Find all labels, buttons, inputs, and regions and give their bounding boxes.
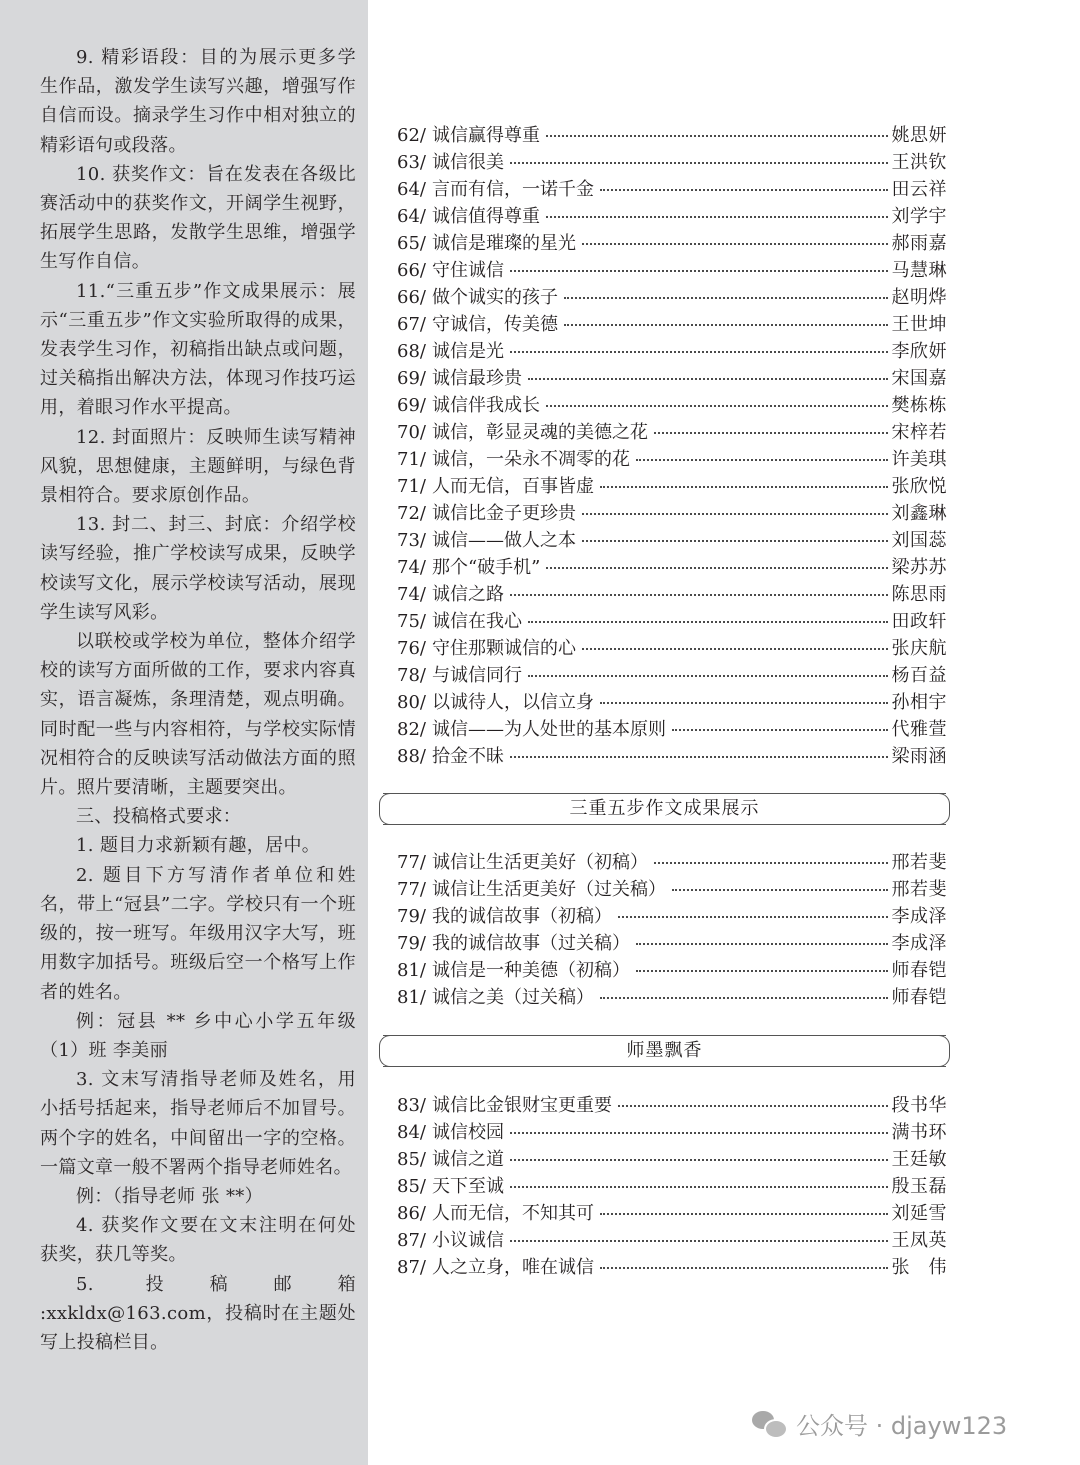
toc-title: 人之立身，唯在诚信 <box>431 1257 594 1278</box>
toc-dot-leader <box>546 405 888 407</box>
section-heading-text: 三重五步作文成果展示 <box>569 798 760 819</box>
toc-entry <box>397 203 947 230</box>
toc-author: 李成泽 <box>891 933 947 954</box>
toc-title: 诚信——为人处世的基本原则 <box>431 719 666 740</box>
toc-sanchong-list <box>397 849 947 1011</box>
toc-author: 姚思妍 <box>891 125 947 146</box>
toc-title: 诚信比金子更珍贵 <box>431 503 576 524</box>
toc-title: 诚信是一种美德（初稿） <box>431 960 630 981</box>
banner-cap-right <box>939 1035 950 1067</box>
toc-title: 诚信校园 <box>431 1122 504 1143</box>
guideline-paragraph: 9. 精彩语段：目的为展示更多学生作品，激发学生读写兴趣，增强写作自信而设。摘录学生习作中相对独立的精彩语句或段落。 <box>40 47 356 156</box>
toc-author: 樊栋栋 <box>891 395 947 416</box>
toc-title: 守诚信，传美德 <box>431 314 558 335</box>
toc-page-number: 84/ <box>397 1122 426 1143</box>
toc-title: 守住诚信 <box>431 260 504 281</box>
toc-page-number: 75/ <box>397 611 426 632</box>
toc-author: 王廷敏 <box>891 1149 947 1170</box>
toc-dot-leader <box>672 729 888 731</box>
toc-entry <box>397 338 947 365</box>
toc-dot-leader <box>510 351 888 353</box>
toc-page-number: 68/ <box>397 341 426 362</box>
guideline-paragraph: 13. 封二、封三、封底：介绍学校读写经验，推广学校读写成果，反映学校读写文化，展示学校读写活动，展现学生读写风彩。 <box>40 514 356 623</box>
toc-page-number: 81/ <box>397 987 426 1008</box>
toc-author: 李成泽 <box>891 906 947 927</box>
guideline-paragraph: 例：冠县 ** 乡中心小学五年级（1）班 李美丽 <box>40 1010 356 1061</box>
toc-dot-leader <box>582 648 888 650</box>
guideline-paragraph: 2. 题目下方写清作者单位和姓名，带上“冠县”二字。学校只有一个班级的，按一班写。年级用汉字大写，班用数字加括号。班级后空一个格写上作者的姓名。 <box>40 864 356 1003</box>
toc-title: 诚信在我心 <box>431 611 522 632</box>
toc-dot-leader <box>564 297 888 299</box>
toc-title: 诚信，彰显灵魂的美德之花 <box>431 422 648 443</box>
toc-author: 段书华 <box>891 1095 947 1116</box>
toc-title: 诚信是璀璨的星光 <box>431 233 576 254</box>
toc-title: 做个诚实的孩子 <box>431 287 558 308</box>
toc-entry <box>397 446 947 473</box>
toc-author: 邢若斐 <box>891 852 947 873</box>
toc-page-number: 74/ <box>397 557 426 578</box>
toc-title: 与诚信同行 <box>431 665 522 686</box>
toc-entry <box>397 554 947 581</box>
toc-title: 诚信最珍贵 <box>431 368 522 389</box>
toc-entry <box>397 1200 947 1227</box>
toc-title: 诚信是光 <box>431 341 504 362</box>
guideline-paragraph: 4. 获奖作文要在文末注明在何处获奖，获几等奖。 <box>40 1215 356 1266</box>
toc-entry <box>397 957 947 984</box>
toc-entry <box>397 903 947 930</box>
toc-page-number: 67/ <box>397 314 426 335</box>
toc-author: 马慧琳 <box>891 260 947 281</box>
toc-page-number: 71/ <box>397 476 426 497</box>
toc-entry <box>397 743 947 770</box>
toc-entry <box>397 176 947 203</box>
toc-author: 陈思雨 <box>891 584 947 605</box>
toc-page-number: 77/ <box>397 852 426 873</box>
toc-entry <box>397 122 947 149</box>
toc-title: 我的诚信故事（初稿） <box>431 906 612 927</box>
toc-page-number: 88/ <box>397 746 426 767</box>
guideline-paragraph: 以联校或学校为单位，整体介绍学校的读写方面所做的工作，要求内容真实，语言凝炼，条理清楚，观点明确。同时配一些与内容相符，与学校实际情况相符合的反映读写活动做法方面的照片。照片要清晰，主题要突出。 <box>40 631 356 799</box>
toc-page-number: 66/ <box>397 287 426 308</box>
guideline-paragraph: 三、投稿格式要求： <box>76 806 242 828</box>
toc-title: 人而无信，百事皆虚 <box>431 476 594 497</box>
toc-entry <box>397 1173 947 1200</box>
toc-dot-leader <box>528 378 888 380</box>
toc-entry <box>397 500 947 527</box>
toc-author: 代雅萱 <box>891 719 947 740</box>
toc-entry <box>397 581 947 608</box>
toc-dot-leader <box>582 243 888 245</box>
toc-entry <box>397 930 947 957</box>
toc-author: 许美琪 <box>891 449 947 470</box>
toc-page-number: 78/ <box>397 665 426 686</box>
toc-page-number: 77/ <box>397 879 426 900</box>
toc-page-number: 64/ <box>397 179 426 200</box>
toc-entry <box>397 311 947 338</box>
toc-page-number: 87/ <box>397 1230 426 1251</box>
toc-author: 宋梓若 <box>891 422 947 443</box>
wechat-icon <box>752 1409 786 1437</box>
guideline-paragraph: 10. 获奖作文：旨在发表在各级比赛活动中的获奖作文，开阔学生视野，拓展学生思路，发散学生思维，增强学生写作自信。 <box>40 163 356 273</box>
toc-dot-leader <box>510 594 888 596</box>
toc-dot-leader <box>564 324 888 326</box>
guideline-paragraph: 11.“三重五步”作文成果展示：展示“三重五步”作文实验所取得的成果，发表学生习作，初稿指出缺点或问题，过关稿指出解决方法，体现习作技巧运用，着眼习作水平提高。 <box>40 280 356 419</box>
toc-dot-leader <box>600 486 888 488</box>
toc-author: 王凤英 <box>891 1230 947 1251</box>
toc-entry <box>397 473 947 500</box>
toc-dot-leader <box>582 540 888 542</box>
toc-dot-leader <box>636 459 888 461</box>
toc-dot-leader <box>636 943 888 945</box>
toc-author: 宋国嘉 <box>891 368 947 389</box>
toc-page-number: 79/ <box>397 906 426 927</box>
toc-page-number: 83/ <box>397 1095 426 1116</box>
toc-dot-leader <box>510 162 888 164</box>
toc-author: 梁苏苏 <box>891 557 947 578</box>
toc-entry <box>397 876 947 903</box>
toc-entry <box>397 716 947 743</box>
guideline-paragraph: 12. 封面照片：反映师生读写精神风貌，思想健康，主题鲜明，与绿色背景相符合。要求原创作品。 <box>40 426 356 507</box>
toc-author: 赵明烨 <box>891 287 947 308</box>
toc-author: 张欣悦 <box>891 476 947 497</box>
toc-page-number: 73/ <box>397 530 426 551</box>
toc-author: 杨百益 <box>891 665 947 686</box>
toc-shimo-list <box>397 1092 947 1281</box>
toc-dot-leader <box>600 1213 888 1215</box>
toc-title: 守住那颗诚信的心 <box>431 638 576 659</box>
toc-page-number: 62/ <box>397 125 426 146</box>
toc-page-number: 72/ <box>397 503 426 524</box>
toc-dot-leader <box>618 916 888 918</box>
toc-main-list <box>397 122 947 770</box>
toc-dot-leader <box>510 270 888 272</box>
submission-guidelines-column <box>0 0 368 1465</box>
toc-author: 张 伟 <box>891 1257 947 1278</box>
toc-dot-leader <box>546 567 887 569</box>
toc-entry <box>397 1254 947 1281</box>
toc-page-number: 65/ <box>397 233 426 254</box>
toc-dot-leader <box>600 1267 888 1269</box>
toc-entry <box>397 365 947 392</box>
toc-dot-leader <box>654 862 888 864</box>
toc-author: 李欣妍 <box>891 341 947 362</box>
toc-title: 诚信很美 <box>431 152 504 173</box>
toc-entry <box>397 1092 947 1119</box>
toc-author: 满书环 <box>891 1122 947 1143</box>
toc-dot-leader <box>582 513 888 515</box>
toc-title: 人而无信，不知其可 <box>431 1203 594 1224</box>
toc-title: 诚信让生活更美好（过关稿） <box>431 879 666 900</box>
toc-page-number: 85/ <box>397 1149 426 1170</box>
toc-page-number: 86/ <box>397 1203 426 1224</box>
toc-entry <box>397 1119 947 1146</box>
toc-author: 田政轩 <box>891 611 947 632</box>
toc-page-number: 69/ <box>397 368 426 389</box>
toc-author: 师春铠 <box>891 960 947 981</box>
toc-entry <box>397 1227 947 1254</box>
toc-page-number: 69/ <box>397 395 426 416</box>
toc-page-number: 66/ <box>397 260 426 281</box>
toc-dot-leader <box>528 621 888 623</box>
toc-page-number: 63/ <box>397 152 426 173</box>
toc-dot-leader <box>546 216 888 218</box>
toc-author: 殷玉磊 <box>891 1176 947 1197</box>
toc-entry <box>397 527 947 554</box>
toc-dot-leader <box>600 189 888 191</box>
toc-page-number: 79/ <box>397 933 426 954</box>
toc-entry <box>397 635 947 662</box>
toc-title: 诚信之道 <box>431 1149 504 1170</box>
toc-title: 诚信值得尊重 <box>431 206 540 227</box>
toc-entry <box>397 689 947 716</box>
banner-cap-left <box>379 793 390 825</box>
toc-page-number: 81/ <box>397 960 426 981</box>
watermark <box>752 1403 1007 1443</box>
toc-entry <box>397 257 947 284</box>
toc-title: 诚信，一朵永不凋零的花 <box>431 449 630 470</box>
toc-dot-leader <box>600 997 888 999</box>
toc-dot-leader <box>654 432 888 434</box>
toc-author: 刘鑫琳 <box>891 503 947 524</box>
toc-entry <box>397 230 947 257</box>
guideline-paragraph: 1. 题目力求新颖有趣，居中。 <box>76 835 321 857</box>
guideline-paragraph: 5. 投稿邮箱 :xxkldx@163.com，投稿时在主题处写上投稿栏目。 <box>40 1273 356 1353</box>
toc-title: 拾金不昧 <box>431 746 504 767</box>
toc-dot-leader <box>600 702 888 704</box>
toc-title: 诚信——做人之本 <box>431 530 576 551</box>
toc-author: 刘延雪 <box>891 1203 947 1224</box>
toc-title: 小议诚信 <box>431 1230 504 1251</box>
toc-author: 邢若斐 <box>891 879 947 900</box>
toc-dot-leader <box>510 1132 888 1134</box>
toc-title: 言而有信，一诺千金 <box>431 179 594 200</box>
toc-entry <box>397 608 947 635</box>
toc-title: 诚信之路 <box>431 584 504 605</box>
guideline-paragraph: 3. 文末写清指导老师及姓名，用小括号括起来，指导老师后不加冒号。两个字的姓名，中间留出一字的空格。一篇文章一般不署两个指导老师姓名。 <box>40 1069 356 1178</box>
toc-author: 刘学宇 <box>891 206 947 227</box>
section-heading-shimo <box>383 1035 946 1067</box>
toc-dot-leader <box>510 1186 888 1188</box>
banner-cap-left <box>379 1035 390 1067</box>
toc-page-number: 76/ <box>397 638 426 659</box>
toc-page-number: 70/ <box>397 422 426 443</box>
watermark-text: 公众号 · djayw123 <box>796 1411 1008 1440</box>
toc-author: 王世坤 <box>891 314 947 335</box>
toc-dot-leader <box>510 756 888 758</box>
toc-page-number: 64/ <box>397 206 426 227</box>
toc-author: 王洪钦 <box>891 152 947 173</box>
toc-title: 诚信赢得尊重 <box>431 125 540 146</box>
toc-author: 张庆航 <box>891 638 947 659</box>
toc-dot-leader <box>546 135 888 137</box>
toc-author: 梁雨涵 <box>891 746 947 767</box>
toc-page-number: 85/ <box>397 1176 426 1197</box>
toc-dot-leader <box>672 889 888 891</box>
toc-dot-leader <box>510 1240 888 1242</box>
toc-title: 那个“破手机” <box>431 557 541 578</box>
toc-author: 师春铠 <box>891 987 947 1008</box>
toc-dot-leader <box>618 1105 888 1107</box>
toc-dot-leader <box>510 1159 888 1161</box>
toc-dot-leader <box>528 675 888 677</box>
toc-title: 诚信伴我成长 <box>431 395 540 416</box>
toc-entry <box>397 662 947 689</box>
toc-page-number: 74/ <box>397 584 426 605</box>
toc-author: 郝雨嘉 <box>891 233 947 254</box>
toc-title: 天下至诚 <box>431 1176 504 1197</box>
toc-dot-leader <box>636 970 888 972</box>
toc-entry <box>397 1146 947 1173</box>
toc-title: 诚信之美（过关稿） <box>431 987 594 1008</box>
toc-author: 孙相宇 <box>891 692 947 713</box>
toc-entry <box>397 984 947 1011</box>
toc-title: 诚信让生活更美好（初稿） <box>431 852 648 873</box>
toc-entry <box>397 419 947 446</box>
toc-title: 诚信比金银财宝更重要 <box>431 1095 612 1116</box>
banner-cap-right <box>939 793 950 825</box>
guidelines-text <box>40 43 356 1357</box>
toc-page-number: 71/ <box>397 449 426 470</box>
toc-author: 刘国蕊 <box>891 530 947 551</box>
toc-page-number: 82/ <box>397 719 426 740</box>
toc-title: 以诚待人，以信立身 <box>431 692 594 713</box>
toc-entry <box>397 849 947 876</box>
toc-page-number: 80/ <box>397 692 426 713</box>
section-heading-sanchong <box>383 793 946 825</box>
guideline-paragraph: 例：（指导老师 张 **） <box>76 1185 263 1207</box>
toc-entry <box>397 149 947 176</box>
toc-page-number: 87/ <box>397 1257 426 1278</box>
toc-author: 田云祥 <box>891 179 947 200</box>
toc-entry <box>397 284 947 311</box>
toc-title: 我的诚信故事（过关稿） <box>431 933 630 954</box>
toc-entry <box>397 392 947 419</box>
section-heading-text: 师墨飘香 <box>626 1040 703 1061</box>
